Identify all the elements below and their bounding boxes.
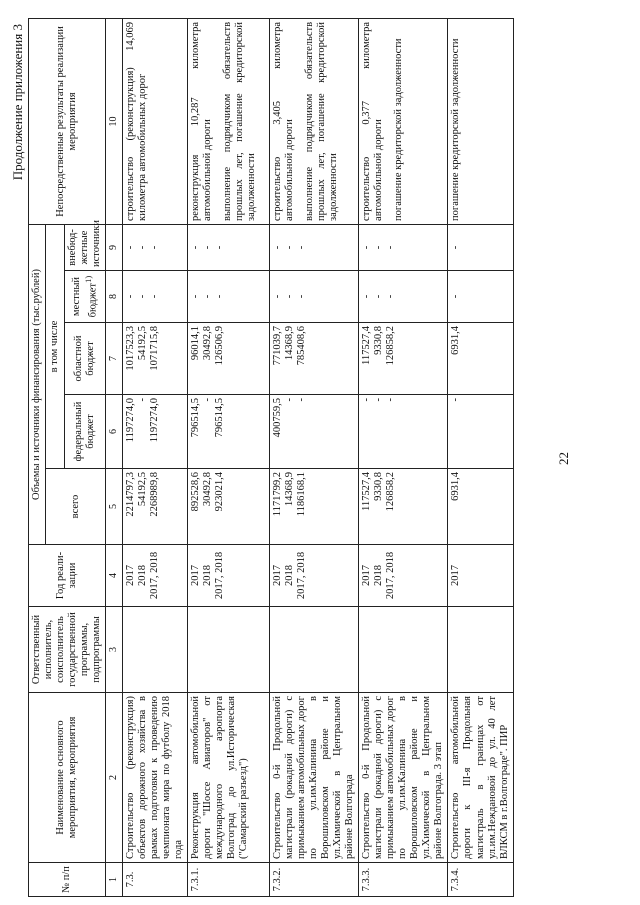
local-value: - <box>385 294 397 299</box>
local-value: - <box>271 294 283 299</box>
total-value: 2214797,3 <box>124 472 136 517</box>
activity-name: Строительство 0-й Продольной магистрали (рокадной дороги) с примыканием автомобильных дорог по ул.им.Калинина в Ворошиловском районе и ул.Химической в Центральном районе Волгограда <box>269 693 358 863</box>
result-text: погашение кредиторской задолженности <box>450 38 462 221</box>
year <box>269 545 358 607</box>
regional-value: 785408,6 <box>295 326 307 366</box>
federal-value: - <box>373 398 384 402</box>
header-num: № п/п <box>29 863 106 897</box>
extra-value: - <box>136 245 148 250</box>
total-value: 6931,4 <box>450 472 462 501</box>
column-number: 1 <box>106 863 123 897</box>
regional-value: 771039,7 <box>271 326 283 366</box>
extra <box>358 224 447 270</box>
federal-value: - <box>450 398 462 402</box>
local-value: - <box>360 294 372 299</box>
extra-value: - <box>190 245 202 250</box>
header-name: Наименование основного мероприятия, мероприятия <box>29 693 106 863</box>
header-local <box>65 271 106 323</box>
page-number: 22 <box>556 452 571 465</box>
column-number: 5 <box>106 469 123 545</box>
local <box>358 271 447 323</box>
extra-value: - <box>373 245 384 250</box>
local <box>122 271 187 323</box>
column-number: 4 <box>106 545 123 607</box>
executor <box>269 607 358 693</box>
result-text: выполнение подрядчиком обязательств прошлых лет, погашение кредиторской задолженности <box>222 21 258 221</box>
executor <box>122 607 187 693</box>
total <box>269 469 358 545</box>
regional-value: 117527,4 <box>360 326 372 365</box>
table-row <box>122 18 187 896</box>
column-number: 10 <box>106 18 123 224</box>
local-value: - <box>190 294 202 299</box>
result-text: строительство (реконструкция) 14,069 километра автомобильных дорог <box>124 21 148 221</box>
extra <box>188 224 269 270</box>
federal-value: 1197274,0 <box>124 398 136 443</box>
header-extra: внебюд- жетные источники <box>65 224 106 270</box>
federal-value: - <box>202 398 214 402</box>
year-value: 2017, 2018 <box>295 551 307 600</box>
local-value: - <box>214 294 226 299</box>
appendix-label: Продолжение приложения 3 <box>10 24 25 181</box>
local-value: - <box>124 294 136 299</box>
year-value: 2017 <box>450 565 462 586</box>
result <box>122 18 187 224</box>
total <box>358 469 447 545</box>
row-number: 7.3.2. <box>269 863 358 897</box>
extra-value: - <box>385 245 397 250</box>
column-number: 6 <box>106 395 123 469</box>
header-local-label: местный бюджет <box>70 276 99 318</box>
local <box>448 271 513 323</box>
header-executor: Ответственный исполнитель, соисполнитель государственной программы, подпрограммы <box>29 607 106 693</box>
header-federal: федеральный бюджет <box>65 395 106 469</box>
regional-value: 1017523,3 <box>124 326 136 371</box>
federal-value: 400759,5 <box>271 398 283 438</box>
header-total: всего <box>46 469 106 545</box>
federal-value: - <box>385 398 397 402</box>
column-number: 7 <box>106 323 123 395</box>
total-value: 2268989,8 <box>149 472 160 517</box>
total <box>448 469 513 545</box>
regional-value: 30492,8 <box>202 326 214 361</box>
regional-value: 9330,8 <box>373 326 384 355</box>
total-value: 892528,6 <box>190 472 202 512</box>
executor <box>448 607 513 693</box>
year <box>122 545 187 607</box>
row-number: 7.3.4. <box>448 863 513 897</box>
extra-value: - <box>283 245 295 250</box>
year-value: 2017 <box>360 565 372 586</box>
regional-value: 96014,1 <box>190 326 202 361</box>
regional <box>448 323 513 395</box>
result <box>358 18 447 224</box>
result <box>188 18 269 224</box>
local <box>269 271 358 323</box>
year-value: 2017, 2018 <box>149 551 160 600</box>
year-value: 2017 <box>271 565 283 586</box>
local-value: - <box>136 294 148 299</box>
column-number: 8 <box>106 271 123 323</box>
header-including: в том числе <box>46 224 65 468</box>
regional <box>188 323 269 395</box>
year-value: 2017, 2018 <box>385 551 397 600</box>
table-row <box>358 18 447 896</box>
year-value: 2018 <box>202 565 214 586</box>
column-number: 2 <box>106 693 123 863</box>
local <box>188 271 269 323</box>
funding-table <box>28 18 514 897</box>
table-body <box>122 18 513 896</box>
federal <box>122 395 187 469</box>
total-value: 117527,4 <box>360 472 372 511</box>
federal-value: 796514,5 <box>190 398 202 438</box>
result-text: реконструкция 10,287 километра автомобильной дороги <box>190 21 214 221</box>
extra-value: - <box>360 245 372 250</box>
total-value: 14368,9 <box>283 472 295 507</box>
table-row <box>269 18 358 896</box>
total-value: 9330,8 <box>373 472 384 501</box>
result-text: строительство 3,405 километра автомобильной дороги <box>271 21 295 221</box>
table-row <box>188 18 269 896</box>
regional-value: 1071715,8 <box>149 326 160 371</box>
total-value: 1171799,2 <box>271 472 283 517</box>
table-row <box>448 18 513 896</box>
row-number: 7.3.3. <box>358 863 447 897</box>
result <box>448 18 513 224</box>
regional-value: 14368,9 <box>283 326 295 361</box>
extra-value: - <box>149 245 160 250</box>
column-number: 9 <box>106 224 123 270</box>
federal <box>269 395 358 469</box>
header-year: Год реали- зации <box>29 545 106 607</box>
header-funding: Объемы и источники финансирования (тыс.рублей) <box>29 224 46 544</box>
result-text: строительство 0,377 километра автомобильной дороги <box>360 21 384 221</box>
result-text: погашение кредиторской задолженности <box>393 38 405 221</box>
activity-name: Строительство автомобильной дороги к III-я Продольная магистраль в границах от ул.им.Неждановой до ул. 40 лет ВЛКСМ в г.Волгограде". ПИР <box>448 693 513 863</box>
activity-name: Строительство (реконструкция) объектов дорожного хозяйства в рамках подготовки к проведению чемпионата мира по футболу 2018 года <box>122 693 187 863</box>
activity-name: Строительство 0-й Продольной магистрали (рокадной дороги) с примыканием автомобильных дорог по ул.им.Калинина в Ворошиловском районе и ул.Химической в Центральном районе Волгограда. 3 этап <box>358 693 447 863</box>
result <box>269 18 358 224</box>
header-regional: областной бюджет <box>65 323 106 395</box>
local-value: - <box>373 294 384 299</box>
extra-value: - <box>271 245 283 250</box>
local-value: - <box>202 294 214 299</box>
local-value: - <box>283 294 295 299</box>
regional <box>122 323 187 395</box>
header-local-footnote: 1) <box>83 275 94 283</box>
federal-value: - <box>136 398 148 402</box>
extra <box>122 224 187 270</box>
year-value: 2017 <box>124 565 136 586</box>
year <box>448 545 513 607</box>
total <box>122 469 187 545</box>
year-value: 2017, 2018 <box>214 551 226 600</box>
extra-value: - <box>214 245 226 250</box>
executor <box>188 607 269 693</box>
extra-value: - <box>295 245 307 250</box>
total-value: 54192,5 <box>136 472 148 507</box>
total <box>188 469 269 545</box>
extra <box>269 224 358 270</box>
activity-name: Реконструкция автомобильной дороги "Шоссе Авиаторов" от международного аэропорта Волгоград до ул.Историческая ("Самарский разъезд") <box>188 693 269 863</box>
total-value: 1186168,1 <box>295 472 307 517</box>
local-value: - <box>295 294 307 299</box>
extra-value: - <box>124 245 136 250</box>
regional <box>269 323 358 395</box>
regional <box>358 323 447 395</box>
year <box>188 545 269 607</box>
column-number: 3 <box>106 607 123 693</box>
extra-value: - <box>202 245 214 250</box>
regional-value: 126858,2 <box>385 326 397 366</box>
year-value: 2018 <box>373 565 384 586</box>
year-value: 2018 <box>283 565 295 586</box>
header-result: Непосредственные результаты реализации мероприятия <box>29 18 106 224</box>
federal <box>358 395 447 469</box>
year-value: 2017 <box>190 565 202 586</box>
total-value: 30492,8 <box>202 472 214 507</box>
regional-value: 126506,9 <box>214 326 226 366</box>
federal <box>448 395 513 469</box>
federal-value: - <box>360 398 372 402</box>
regional-value: 54192,5 <box>136 326 148 361</box>
federal-value: - <box>283 398 295 402</box>
total-value: 126858,2 <box>385 472 397 512</box>
extra <box>448 224 513 270</box>
year <box>358 545 447 607</box>
local-value: - <box>450 294 462 299</box>
executor <box>358 607 447 693</box>
federal <box>188 395 269 469</box>
row-number: 7.3.1. <box>188 863 269 897</box>
extra-value: - <box>450 245 462 250</box>
year-value: 2018 <box>136 565 148 586</box>
column-number-row <box>106 18 123 896</box>
row-number: 7.3. <box>122 863 187 897</box>
regional-value: 6931,4 <box>450 326 462 355</box>
result-text: выполнение подрядчиком обязательств прошлых лет, погашение кредиторской задолженности <box>303 21 339 221</box>
total-value: 923021,4 <box>214 472 226 512</box>
federal-value: - <box>295 398 307 402</box>
federal-value: 1197274,0 <box>149 398 160 443</box>
local-value: - <box>149 294 160 299</box>
federal-value: 796514,5 <box>214 398 226 438</box>
